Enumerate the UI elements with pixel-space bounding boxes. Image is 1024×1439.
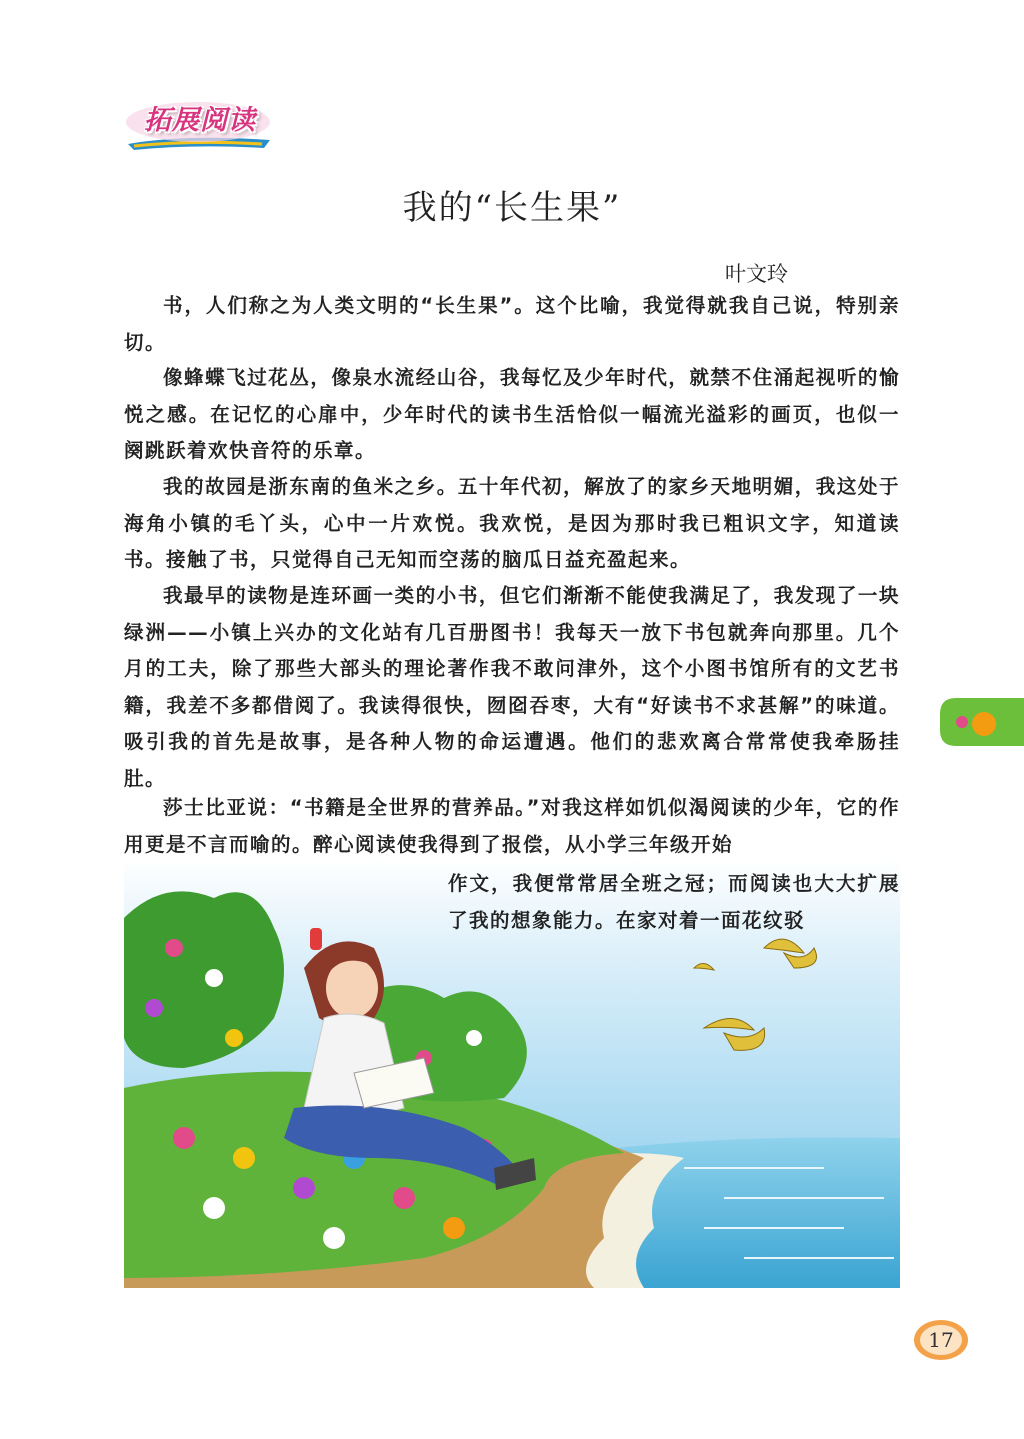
paragraph-5: 莎士比亚说：“书籍是全世界的营养品。”对我这样如饥似渴阅读的少年，它的作用更是不言而喻的。醉心阅读使我得到了报偿，从小学三年级开始 — [124, 796, 900, 856]
page-number-text: 17 — [928, 1328, 954, 1352]
section-badge — [124, 100, 272, 152]
badge-label: 拓展阅读 — [144, 105, 256, 136]
article-author: 叶文玲 — [725, 262, 788, 286]
page-number — [912, 1318, 970, 1362]
paragraph-3: 我的故园是浙东南的鱼米之乡。五十年代初，解放了的家乡天地明媚，我这处于海角小镇的毛丫头，心中一片欢悦。我欢悦，是因为那时我已粗识文字，知道读书。接触了书，只觉得自己无知而空荡的脑瓜日益充盈起来。 — [124, 475, 900, 571]
paragraph-2: 像蜂蝶飞过花丛，像泉水流经山谷，我每忆及少年时代，就禁不住涌起视听的愉悦之感。在记忆的心扉中，少年时代的读书生活恰似一幅流光溢彩的画页，也似一阕跳跃着欢快音符的乐章。 — [124, 366, 900, 462]
paragraph-1: 书，人们称之为人类文明的“长生果”。这个比喻，我觉得就我自己说，特别亲切。 — [124, 294, 900, 354]
article-title: 我的“长生果” — [402, 188, 622, 228]
paragraph-5-continuation: 作文，我便常常居全班之冠；而阅读也大大扩展了我的想象能力。在家对着一面花纹驳 — [448, 872, 900, 932]
side-tab-shape — [936, 694, 1024, 750]
side-tab-marker — [936, 694, 1024, 750]
paragraph-4: 我最早的读物是连环画一类的小书，但它们渐渐不能使我满足了，我发现了一块绿洲——小镇上兴办的文化站有几百册图书！我每天一放下书包就奔向那里。几个月的工夫，除了那些大部头的理论著作我不敢问津外，这个小图书馆所有的文艺书籍，我差不多都借阅了。我读得很快，囫囵吞枣，大有“好读书不求甚解”的味道。吸引我的首先是故事，是各种人物的命运遭遇。他们的悲欢离合常常使我牵肠挂肚。 — [124, 584, 900, 790]
